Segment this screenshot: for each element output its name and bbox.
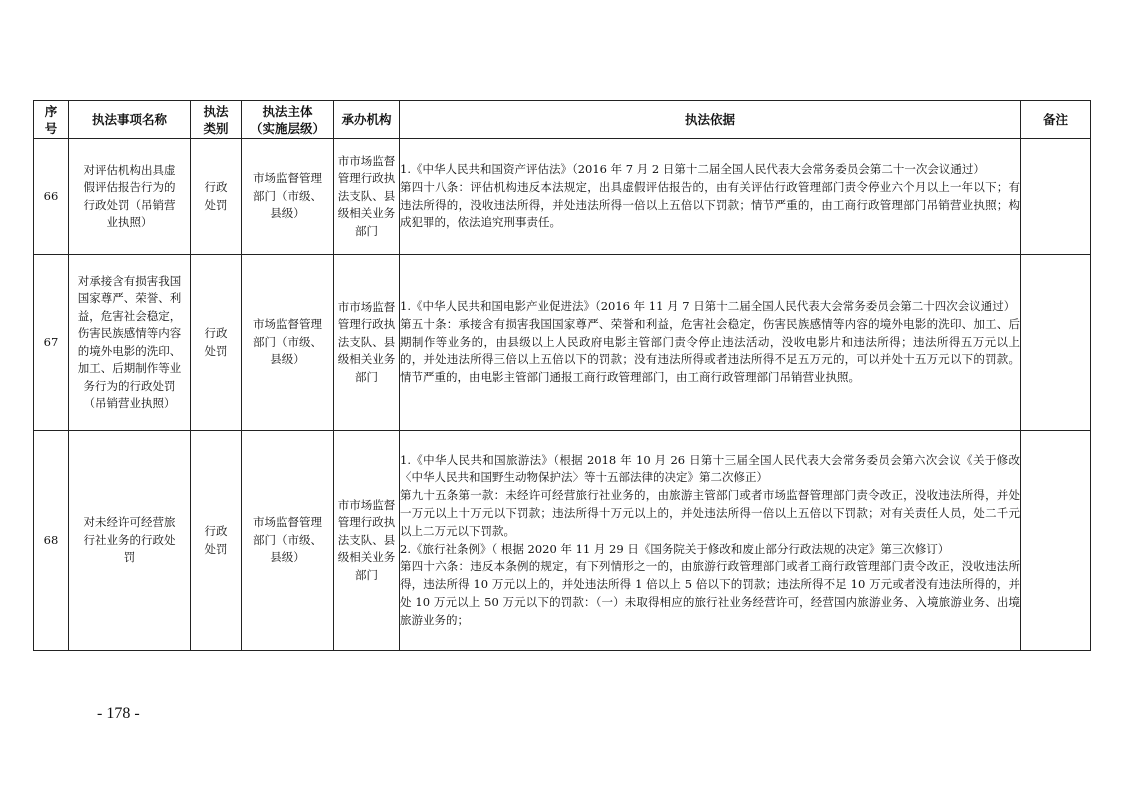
row-remark <box>1021 431 1091 651</box>
row-category: 行政处罚 <box>191 255 242 431</box>
row-basis <box>400 431 1021 651</box>
header-item-name: 执法事项名称 <box>69 101 191 139</box>
row-remark <box>1021 255 1091 431</box>
row-item-name: 对未经许可经营旅行社业务的行政处罚 <box>69 431 191 651</box>
row-subject: 市场监督管理部门（市级、县级） <box>242 255 334 431</box>
row-office: 市市场监督管理行政执法支队、县级相关业务部门 <box>334 431 400 651</box>
row-subject: 市场监督管理部门（市级、县级） <box>242 139 334 255</box>
basis-paragraph: 1.《中华人民共和国电影产业促进法》（2016 年 11 月 7 日第十二届全国人民代表大会常务委员会第二十四次会议通过） <box>400 299 1016 313</box>
basis-paragraph: 1.《中华人民共和国旅游法》（根据 2018 年 10 月 26 日第十三届全国人民代表大会常务委员会第六次会议《关于修改〈中华人民共和国野生动物保护法〉等十五部法律的决定》第二次修正） <box>400 452 1020 485</box>
basis-paragraph: 第九十五条第一款：未经许可经营旅行社业务的，由旅游主管部门或者市场监督管理部门责令改正，没收违法所得，并处一万元以上十万元以下罚款；违法所得十万元以上的，并处违法所得一倍以上五倍以下罚款；对有关责任人员，处二千元以上二万元以下罚款。 <box>400 488 1020 538</box>
row-item-name: 对承接含有损害我国国家尊严、荣誉、利益，危害社会稳定，伤害民族感情等内容的境外电影的洗印、加工、后期制作等业务行为的行政处罚（吊销营业执照） <box>69 255 191 431</box>
basis-paragraph: 第四十八条：评估机构违反本法规定，出具虚假评估报告的，由有关评估行政管理部门责令停业六个月以上一年以下；有违法所得的，没收违法所得，并处违法所得一倍以上五倍以下罚款；情节严重的，由工商行政管理部门吊销营业执照；构成犯罪的，依法追究刑事责任。 <box>400 179 1020 230</box>
row-seq: 66 <box>34 139 69 255</box>
header-category: 执法 类别 <box>191 101 242 139</box>
basis-paragraph: 1.《中华人民共和国资产评估法》（2016 年 7 月 2 日第十二届全国人民代表大会常务委员会第二十一次会议通过） <box>400 161 985 176</box>
table-row <box>34 139 1091 255</box>
table-row <box>34 255 1091 431</box>
table-row <box>34 431 1091 651</box>
basis-paragraph: 第五十条：承接含有损害我国国家尊严、荣誉和利益，危害社会稳定，伤害民族感情等内容的境外电影的洗印、加工、后期制作等业务的，由县级以上人民政府电影主管部门责令停止违法活动，没收电影片和违法所得；违法所得五万元以上的，并处违法所得三倍以上五倍以下的罚款；没有违法所得或者违法所得不足五万元的，可以并处十五万元以下的罚款。情节严重的，由电影主管部门通报工商行政管理部门，由工商行政管理部门吊销营业执照。 <box>400 316 1020 385</box>
row-office: 市市场监督管理行政执法支队、县级相关业务部门 <box>334 255 400 431</box>
row-item-name: 对评估机构出具虚假评估报告行为的行政处罚（吊销营业执照） <box>69 139 191 255</box>
page-number: - 178 - <box>97 705 140 722</box>
basis-paragraph: 第四十六条：违反本条例的规定，有下列情形之一的，由旅游行政管理部门或者工商行政管理部门责令改正，没收违法所得，违法所得 10 万元以上的，并处违法所得 1 倍以上 5 倍以下的罚款；违法所得不足 10 万元或者没有违法所得的，并处 10 万元以上 50 万元以下的罚款：（一）未取得相应的旅行社业务经营许可，经营国内旅游业务、入境旅游业务、出境旅游业务的； <box>400 559 1020 627</box>
header-seq: 序 号 <box>34 101 69 139</box>
law-enforcement-table <box>33 100 1091 651</box>
row-seq: 67 <box>34 255 69 431</box>
row-subject: 市场监督管理部门（市级、县级） <box>242 431 334 651</box>
header-subject: 执法主体 （实施层级） <box>242 101 334 139</box>
row-office: 市市场监督管理行政执法支队、县级相关业务部门 <box>334 139 400 255</box>
header-row <box>34 101 1091 139</box>
row-category: 行政处罚 <box>191 431 242 651</box>
row-remark <box>1021 139 1091 255</box>
row-category: 行政处罚 <box>191 139 242 255</box>
row-basis <box>400 139 1021 255</box>
header-remark: 备注 <box>1021 101 1091 139</box>
header-office: 承办机构 <box>334 101 400 139</box>
row-basis <box>400 255 1021 431</box>
header-basis: 执法依据 <box>400 101 1021 139</box>
row-seq: 68 <box>34 431 69 651</box>
basis-paragraph: 2.《旅行社条例》（ 根据 2020 年 11 月 29 日《国务院关于修改和废止部分行政法规的决定》第三次修订） <box>400 541 950 556</box>
